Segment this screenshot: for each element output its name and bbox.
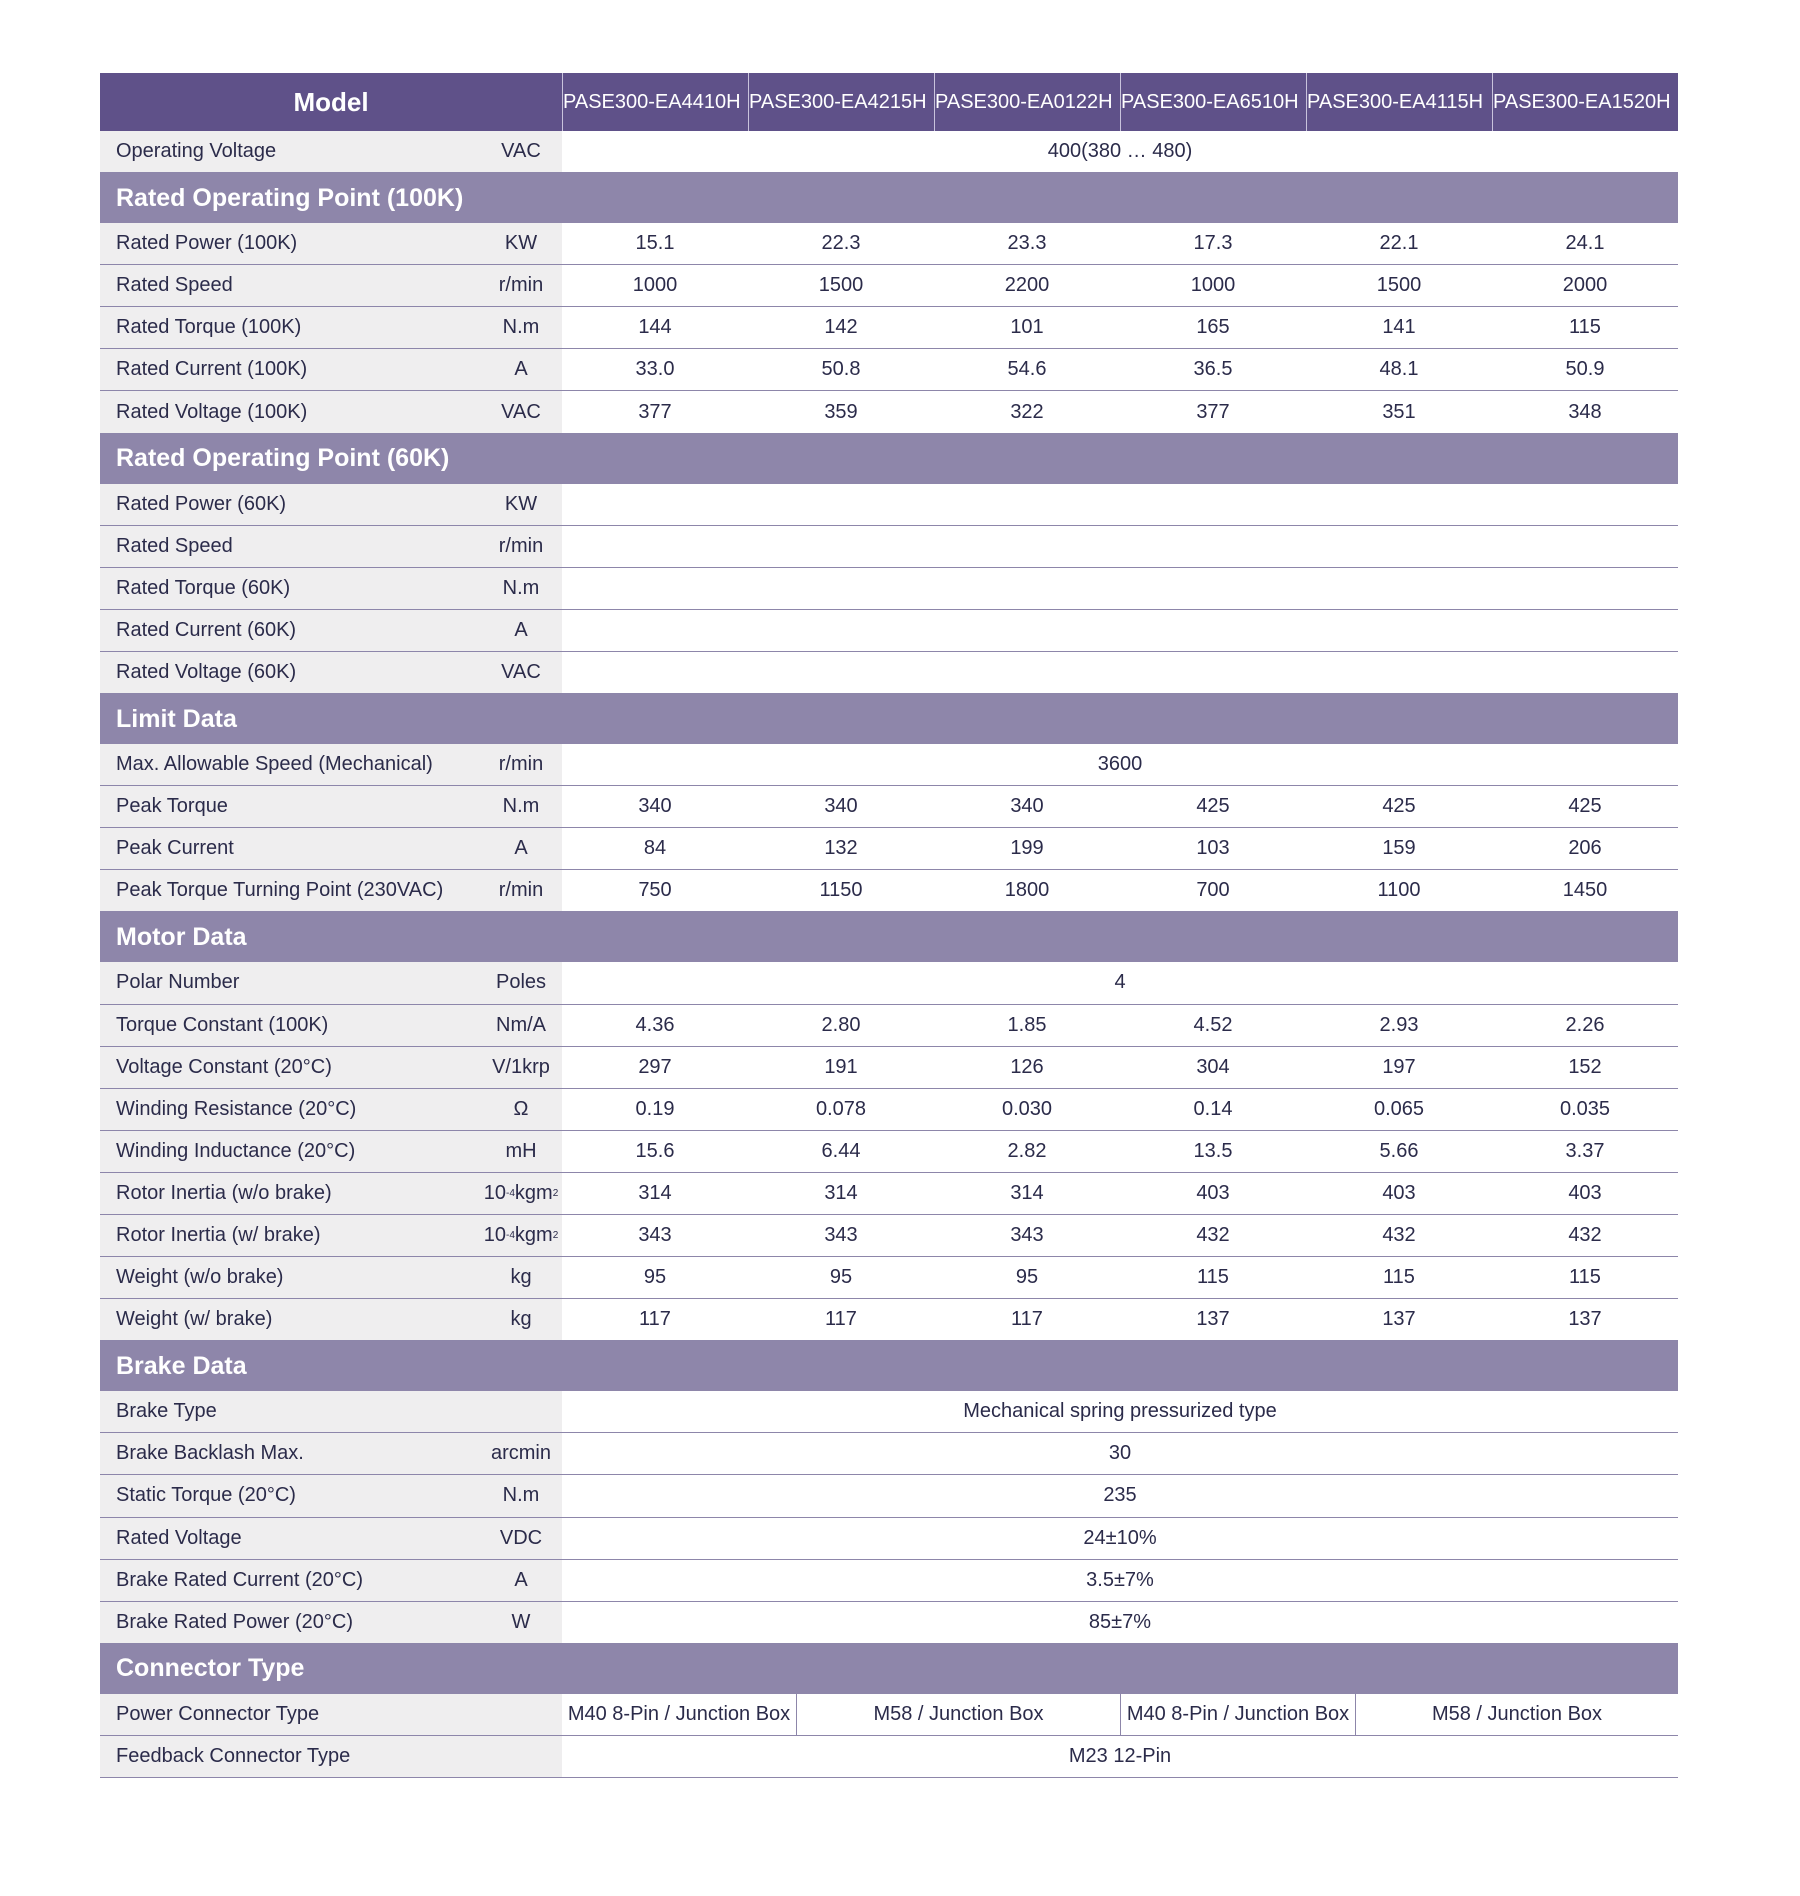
table-row: [100, 1391, 1678, 1433]
value-cell: 15.1: [635, 232, 675, 255]
value-cell: 750: [638, 879, 672, 902]
value-cell: 314: [638, 1181, 672, 1204]
value-cell: 13.5: [1193, 1139, 1233, 1162]
value-cell: 103: [1196, 837, 1230, 860]
row-unit: r/min: [498, 534, 544, 557]
row-label: Brake Type: [100, 1391, 562, 1432]
row-label: Rated Torque (60K): [100, 568, 562, 609]
value-cell: 348: [1568, 400, 1602, 423]
value-cell: 115: [1569, 316, 1601, 339]
row-unit: arcmin: [490, 1442, 551, 1465]
row-label: Polar Number: [100, 962, 562, 1003]
value-cell: 48.1: [1379, 358, 1419, 381]
row-label: Rated Voltage (60K): [100, 652, 562, 693]
value-cell: 1000: [1190, 274, 1236, 297]
value-cell: 50.8: [821, 358, 861, 381]
section-header: [100, 694, 1678, 744]
table-row: [100, 307, 1678, 349]
row-label: Power Connector Type: [100, 1694, 562, 1735]
spanned-value: 24±10%: [1083, 1526, 1157, 1549]
table-row: [100, 1602, 1678, 1644]
spanned-value: Mechanical spring pressurized type: [963, 1400, 1277, 1423]
spanned-value: 3.5±7%: [1086, 1568, 1154, 1591]
row-unit: Ω: [513, 1097, 529, 1120]
section-title: Rated Operating Point (100K): [116, 183, 464, 212]
table-row: [100, 1518, 1678, 1560]
section-title: Rated Operating Point (60K): [116, 444, 450, 473]
row-unit: kg: [510, 1308, 532, 1331]
spanned-value: 235: [1103, 1484, 1137, 1507]
value-cell: 0.030: [1001, 1097, 1053, 1120]
row-unit: r/min: [498, 753, 544, 776]
value-cell: 84: [643, 837, 667, 860]
value-cell: 132: [824, 837, 858, 860]
row-unit: A: [514, 837, 528, 860]
value-cell: 6.44: [821, 1139, 861, 1162]
value-cell: 343: [824, 1224, 858, 1247]
value-cell: 432: [1196, 1224, 1230, 1247]
row-label: Rated Speed: [100, 265, 562, 306]
table-row: [100, 484, 1678, 526]
value-cell: 141: [1382, 316, 1416, 339]
row-unit: [480, 1391, 562, 1432]
table-row: [100, 652, 1678, 694]
row-unit: r/min: [498, 879, 544, 902]
row-unit: N.m: [502, 795, 540, 818]
value-cell: 4.52: [1193, 1013, 1233, 1036]
value-cell: 2000: [1562, 274, 1608, 297]
value-cell: 2.26: [1565, 1013, 1605, 1036]
value-cell: 359: [824, 400, 858, 423]
value-cell: 314: [824, 1181, 858, 1204]
value-cell: 117: [639, 1308, 671, 1331]
value-cell: 17.3: [1193, 232, 1233, 255]
value-cell: 115: [1569, 1266, 1601, 1289]
value-cell: 137: [1568, 1308, 1602, 1331]
value-cell: 340: [1010, 795, 1044, 818]
spanned-value: M23 12-Pin: [1068, 1744, 1172, 1767]
value-cell: 2.82: [1007, 1139, 1047, 1162]
table-row: [100, 870, 1678, 912]
row-unit: VAC: [501, 400, 541, 423]
row-label: Weight (w/ brake): [100, 1299, 562, 1340]
model-column-header: PASE300-EA4215H: [748, 73, 934, 131]
table-row: [100, 1257, 1678, 1299]
spanned-value: 400(380 … 480): [1047, 140, 1193, 163]
table-row: [100, 568, 1678, 610]
model-column-header: PASE300-EA0122H: [934, 73, 1120, 131]
value-cell: 137: [1382, 1308, 1416, 1331]
table-row: [100, 1173, 1678, 1215]
row-unit: [480, 1736, 562, 1777]
value-cell: 197: [1382, 1055, 1416, 1078]
value-cell: 24.1: [1565, 232, 1605, 255]
table-row: [100, 744, 1678, 786]
row-unit: V/1krp: [492, 1055, 550, 1078]
value-cell: 0.14: [1193, 1097, 1233, 1120]
row-label: Rated Current (100K): [100, 349, 562, 390]
row-unit: KW: [504, 492, 538, 515]
value-cell: 1800: [1004, 879, 1050, 902]
value-cell: 50.9: [1565, 358, 1605, 381]
row-label: Brake Rated Current (20°C): [100, 1560, 562, 1601]
value-cell: 2.80: [821, 1013, 861, 1036]
value-cell: 425: [1568, 795, 1602, 818]
section-title: Limit Data: [116, 704, 237, 733]
row-label: Brake Backlash Max.: [100, 1433, 562, 1474]
row-unit: A: [514, 618, 528, 641]
value-cell: 1450: [1562, 879, 1608, 902]
row-label: Rated Power (100K): [100, 223, 562, 264]
row-label: Operating Voltage: [100, 131, 562, 172]
model-column-header: PASE300-EA4115H: [1306, 73, 1492, 131]
value-cell: 117: [1011, 1308, 1043, 1331]
value-cell: 343: [1010, 1224, 1044, 1247]
table-header-row: [100, 73, 1678, 131]
connector-cell: M40 8-Pin / Junction Box: [1120, 1694, 1355, 1735]
spanned-value: 85±7%: [1088, 1610, 1152, 1633]
row-label: Peak Torque: [100, 786, 562, 827]
value-cell: 322: [1010, 400, 1044, 423]
row-label: Rated Voltage: [100, 1518, 562, 1559]
value-cell: 2200: [1004, 274, 1050, 297]
row-label: Rated Current (60K): [100, 610, 562, 651]
row-label: Rotor Inertia (w/ brake): [100, 1215, 562, 1256]
row-unit: 10 -4 kgm 2: [483, 1181, 559, 1204]
value-cell: 314: [1010, 1181, 1044, 1204]
value-cell: 0.19: [635, 1097, 675, 1120]
row-unit: mH: [505, 1139, 537, 1162]
value-cell: 1150: [819, 879, 863, 902]
value-cell: 340: [824, 795, 858, 818]
model-column-header: PASE300-EA1520H: [1492, 73, 1678, 131]
row-label: Rated Power (60K): [100, 484, 562, 525]
table-row: [100, 1475, 1678, 1517]
value-cell: 297: [638, 1055, 672, 1078]
value-cell: 22.3: [821, 232, 861, 255]
value-cell: 425: [1382, 795, 1416, 818]
value-cell: 403: [1196, 1181, 1230, 1204]
row-label: Peak Current: [100, 828, 562, 869]
value-cell: 54.6: [1007, 358, 1047, 381]
model-column-header: PASE300-EA4410H: [562, 73, 748, 131]
value-cell: 343: [638, 1224, 672, 1247]
section-header: [100, 1341, 1678, 1391]
row-unit: A: [514, 1568, 528, 1591]
value-cell: 340: [638, 795, 672, 818]
connector-cell: M40 8-Pin / Junction Box: [567, 1702, 791, 1725]
row-label: Winding Resistance (20°C): [100, 1089, 562, 1130]
section-title: Motor Data: [116, 922, 247, 951]
value-cell: 95: [829, 1266, 853, 1289]
value-cell: 2.93: [1379, 1013, 1419, 1036]
row-label: Rated Voltage (100K): [100, 391, 562, 432]
value-cell: 700: [1196, 879, 1230, 902]
table-row: [100, 526, 1678, 568]
row-unit: VDC: [499, 1526, 543, 1549]
section-title: Connector Type: [116, 1654, 305, 1683]
value-cell: 432: [1382, 1224, 1416, 1247]
row-label: Rotor Inertia (w/o brake): [100, 1173, 562, 1214]
value-cell: 0.035: [1559, 1097, 1611, 1120]
value-cell: 351: [1382, 400, 1416, 423]
row-unit: 10 -4 kgm 2: [483, 1224, 559, 1247]
row-label: Winding Inductance (20°C): [100, 1131, 562, 1172]
value-cell: 403: [1382, 1181, 1416, 1204]
row-unit: N.m: [502, 576, 540, 599]
row-unit: kg: [510, 1266, 532, 1289]
value-cell: 199: [1010, 837, 1044, 860]
row-unit: W: [511, 1610, 531, 1633]
row-unit: N.m: [502, 316, 540, 339]
row-label: Brake Rated Power (20°C): [100, 1602, 562, 1643]
row-unit: VAC: [501, 660, 541, 683]
row-unit: r/min: [498, 274, 544, 297]
value-cell: 15.6: [635, 1139, 675, 1162]
value-cell: 4.36: [635, 1013, 675, 1036]
model-header: Model: [293, 86, 369, 117]
row-label: Static Torque (20°C): [100, 1475, 562, 1516]
value-cell: 191: [824, 1055, 858, 1078]
value-cell: 23.3: [1007, 232, 1047, 255]
section-title: Brake Data: [116, 1351, 247, 1380]
row-unit: N.m: [502, 1484, 540, 1507]
value-cell: 5.66: [1379, 1139, 1419, 1162]
value-cell: 142: [824, 316, 858, 339]
row-label: Torque Constant (100K): [100, 1005, 562, 1046]
table-row: [100, 223, 1678, 265]
value-cell: 304: [1196, 1055, 1230, 1078]
value-cell: 152: [1568, 1055, 1602, 1078]
value-cell: 3.37: [1565, 1139, 1605, 1162]
table-row: [100, 828, 1678, 870]
table-row: [100, 131, 1678, 173]
value-cell: 1.85: [1007, 1013, 1047, 1036]
value-cell: 1500: [1376, 274, 1422, 297]
row-label: Peak Torque Turning Point (230VAC): [100, 870, 562, 911]
row-label: Max. Allowable Speed (Mechanical): [100, 744, 562, 785]
table-row: [100, 1736, 1678, 1778]
spanned-value: 4: [1114, 971, 1126, 994]
table-row: [100, 1047, 1678, 1089]
table-row: [100, 349, 1678, 391]
value-cell: 33.0: [635, 358, 675, 381]
value-cell: 115: [1197, 1266, 1229, 1289]
value-cell: 377: [638, 400, 672, 423]
table-row: [100, 1089, 1678, 1131]
row-unit: [480, 1694, 562, 1735]
value-cell: 1000: [632, 274, 678, 297]
value-cell: 101: [1010, 316, 1044, 339]
row-unit: KW: [504, 232, 538, 255]
value-cell: 159: [1382, 837, 1416, 860]
value-cell: 115: [1383, 1266, 1415, 1289]
value-cell: 137: [1196, 1308, 1230, 1331]
section-header: [100, 434, 1678, 484]
value-cell: 95: [643, 1266, 667, 1289]
row-label: Voltage Constant (20°C): [100, 1047, 562, 1088]
row-unit: VAC: [501, 140, 541, 163]
table-row: [100, 1560, 1678, 1602]
table-row: [100, 610, 1678, 652]
table-row: [100, 391, 1678, 433]
value-cell: 432: [1568, 1224, 1602, 1247]
section-header: [100, 1644, 1678, 1694]
section-header: [100, 173, 1678, 223]
model-column-header: PASE300-EA6510H: [1120, 73, 1306, 131]
table-row: [100, 1215, 1678, 1257]
table-row: [100, 1433, 1678, 1475]
connector-cell: M58 / Junction Box: [796, 1694, 1120, 1735]
value-cell: 144: [638, 316, 672, 339]
value-cell: 425: [1196, 795, 1230, 818]
value-cell: 1500: [818, 274, 864, 297]
row-label: Rated Speed: [100, 526, 562, 567]
value-cell: 403: [1568, 1181, 1602, 1204]
table-row: [100, 1299, 1678, 1341]
value-cell: 0.078: [815, 1097, 867, 1120]
value-cell: 126: [1010, 1055, 1044, 1078]
value-cell: 36.5: [1193, 358, 1233, 381]
table-row: [100, 1005, 1678, 1047]
row-label: Rated Torque (100K): [100, 307, 562, 348]
row-label: Weight (w/o brake): [100, 1257, 562, 1298]
value-cell: 1100: [1377, 879, 1421, 902]
value-cell: 22.1: [1379, 232, 1419, 255]
value-cell: 117: [825, 1308, 857, 1331]
row-unit: Poles: [495, 971, 547, 994]
value-cell: 206: [1568, 837, 1602, 860]
row-label: Feedback Connector Type: [100, 1736, 562, 1777]
table-row: [100, 1131, 1678, 1173]
spanned-value: 3600: [1097, 753, 1143, 776]
row-unit: A: [514, 358, 528, 381]
spanned-value: 30: [1108, 1442, 1132, 1465]
value-cell: 0.065: [1373, 1097, 1425, 1120]
table-row: [100, 962, 1678, 1004]
connector-cell: M58 / Junction Box: [1355, 1694, 1678, 1735]
value-cell: 165: [1196, 316, 1230, 339]
value-cell: 377: [1196, 400, 1230, 423]
table-row: [100, 786, 1678, 828]
table-row: [100, 1694, 1678, 1736]
spec-table: [100, 73, 1678, 1778]
table-row: [100, 265, 1678, 307]
section-header: [100, 912, 1678, 962]
value-cell: 95: [1015, 1266, 1039, 1289]
row-unit: Nm/A: [496, 1013, 546, 1036]
